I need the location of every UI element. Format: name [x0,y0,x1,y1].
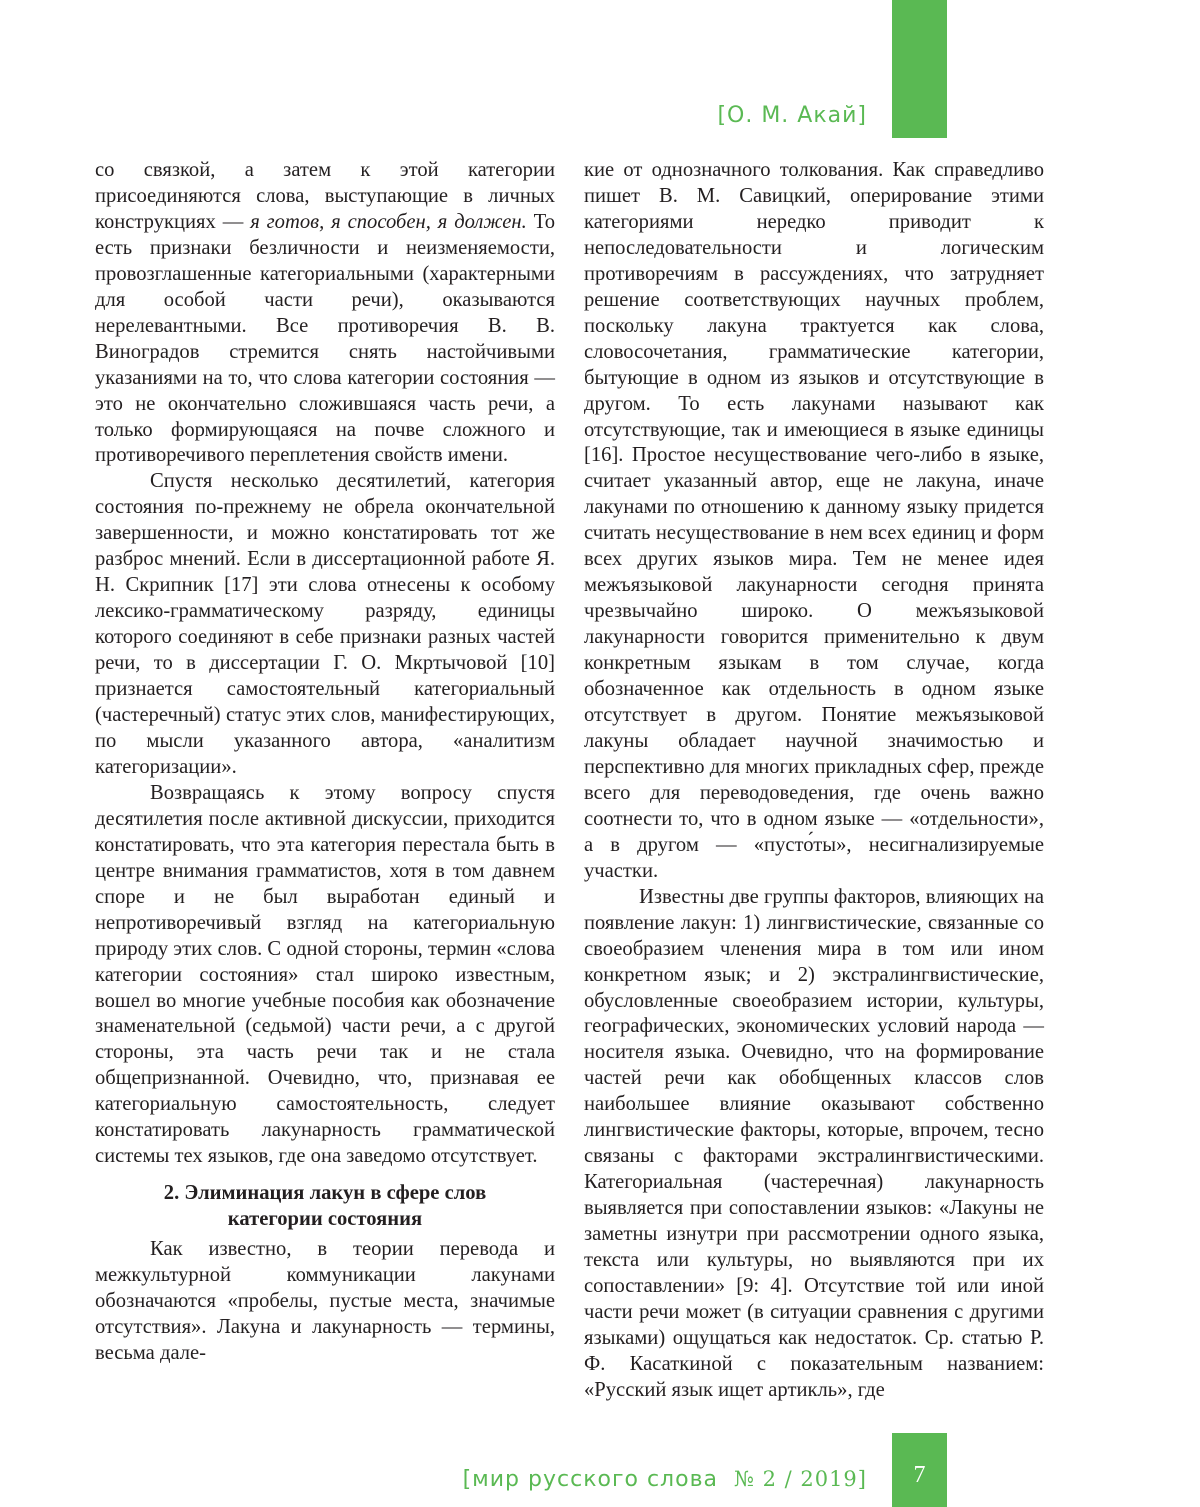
italic-examples: я готов, я способен, я должен. [250,210,527,233]
paragraph: Спустя несколько десятилетий, категория состояния по-прежнему не обрела окончательной завершенности, и можно констатировать тот же разброс мнений. Если в диссертационной работе Я. Н. Скрипник [17] эти слова отнесены к особому лексико-грамматическому разряду, единицы которого соединяют в себе признаки разных частей речи, то в диссертации Г. О. Мкртычовой [10] признается самостоятельный категориальный (частеречный) статус этих слов, манифестирующих, по мысли указанного автора, «аналитизм категоризации». [95,470,555,778]
issue-number: № 2 / 2019] [734,1467,867,1491]
section-heading: 2. Элиминация лакун в сфере слов категории состояния [163,1182,487,1231]
top-accent-bar [892,0,947,138]
right-text-column [584,158,1044,1404]
paragraph: Известны две группы факторов, влияющих на появление лакун: 1) лингвистические, связанные со своеобразием членения мира в том или ином конкретном язык; и 2) экстралингвистические, обусловленные своеобразием истории, культуры, географических, экономических условий народа — носителя языка. Очевидно, что на формирование частей речи как обобщенных классов слов наибольшее влияние оказывают собственно лингвистические факторы, которые, впрочем, тесно связаны с факторами экстралингвистическими. Категориальная (частеречная) лакунарность выявляется при сопоставлении языков: «Лакуны не заметны изнутри при рассмотрении одного языка, текста или культуры, но выявляются при их сопоставлении» [9: 4]. Отсутствие той или иной части речи может (в ситуации сравнения с другими языками) ощущаться как недостаток. Ср. статью Р. Ф. Касаткиной с показательным названием: «Русский язык ищет артикль», где [584,885,1044,1401]
paragraph: кие от однозначного толкования. Как справедливо пишет В. М. Савицкий, оперирование этими категориями нередко приводит к непоследовательности и логическим противоречиям в рассуждениях, что затрудняет решение соответствующих научных проблем, поскольку лакуна трактуется как слова, словосочетания, грамматические категории, бытующие в одном из языков и отсутствующие в другом. То есть лакунами называют как отсутствующие, так и имеющиеся в языке единицы [16]. Простое несуществование чего-либо в языке, считает указанный автор, еще не лакуна, иначе лакунами по отношению к данному языку придется считать несуществование в нем всех единиц и форм всех других языков мира. Тем не менее идея межъязыковой лакунарности сегодня принята чрезвычайно широко. О межъязыковой лакунарности говорится применительно к двум конкретным языкам в том случае, когда обозначенное как отдельность в одном языке отсутствует в другом. Понятие межъязыковой лакуны обладает научной значимостью и перспективно для многих прикладных сфер, прежде всего для переводоведения, где очень важно соотнести то, что в одном языке — «отдельности», а в другом — «пусто́ты», несигнализируемые участки. [584,159,1044,882]
journal-footer: [мир русского слова № 2 / 2019] [462,1467,867,1492]
page-number: 7 [913,1462,926,1488]
paragraph: со связкой, а затем к этой категории присоединяются слова, выступающие в личных конструкциях — я готов, я способен, я должен. То есть признаки безличности и неизменяемости, провозглашенные категориальными (характерными для особой части речи), оказываются нерелевантными. Все противоречия В. В. Виноградов стремится снять настойчивыми указаниями на то, что слова категории состояния — это не окончательно сложившаяся часть речи, а только формирующаяся на почве сложного и противоречивого переплетения свойств имени. [95,159,555,467]
left-text-column [95,158,555,1367]
running-header-author: [О. М. Акай] [717,103,867,128]
paragraph: Как известно, в теории перевода и межкультурной коммуникации лакунами обозначаются «пробелы, пустые места, значимые отсутствия». Лакуна и лакунарность — термины, весьма дале- [95,1238,555,1364]
paragraph: Возвращаясь к этому вопросу спустя десятилетия после активной дискуссии, приходится констатировать, что эта категория перестала быть в центре внимания грамматистов, хотя в том давнем споре и не был выработан единый и непротиворечивый взгляд на категориальную природу этих слов. С одной стороны, термин «слова категории состояния» стал широко известным, вошел во многие учебные пособия как обозначение знаменательной (седьмой) части речи, а с другой стороны, эта часть речи так и не стала общепризнанной. Очевидно, что, признавая ее категориальную самостоятельность, следует констатировать лакунарность грамматической системы тех языков, где она заведомо отсутствует. [95,781,555,1168]
